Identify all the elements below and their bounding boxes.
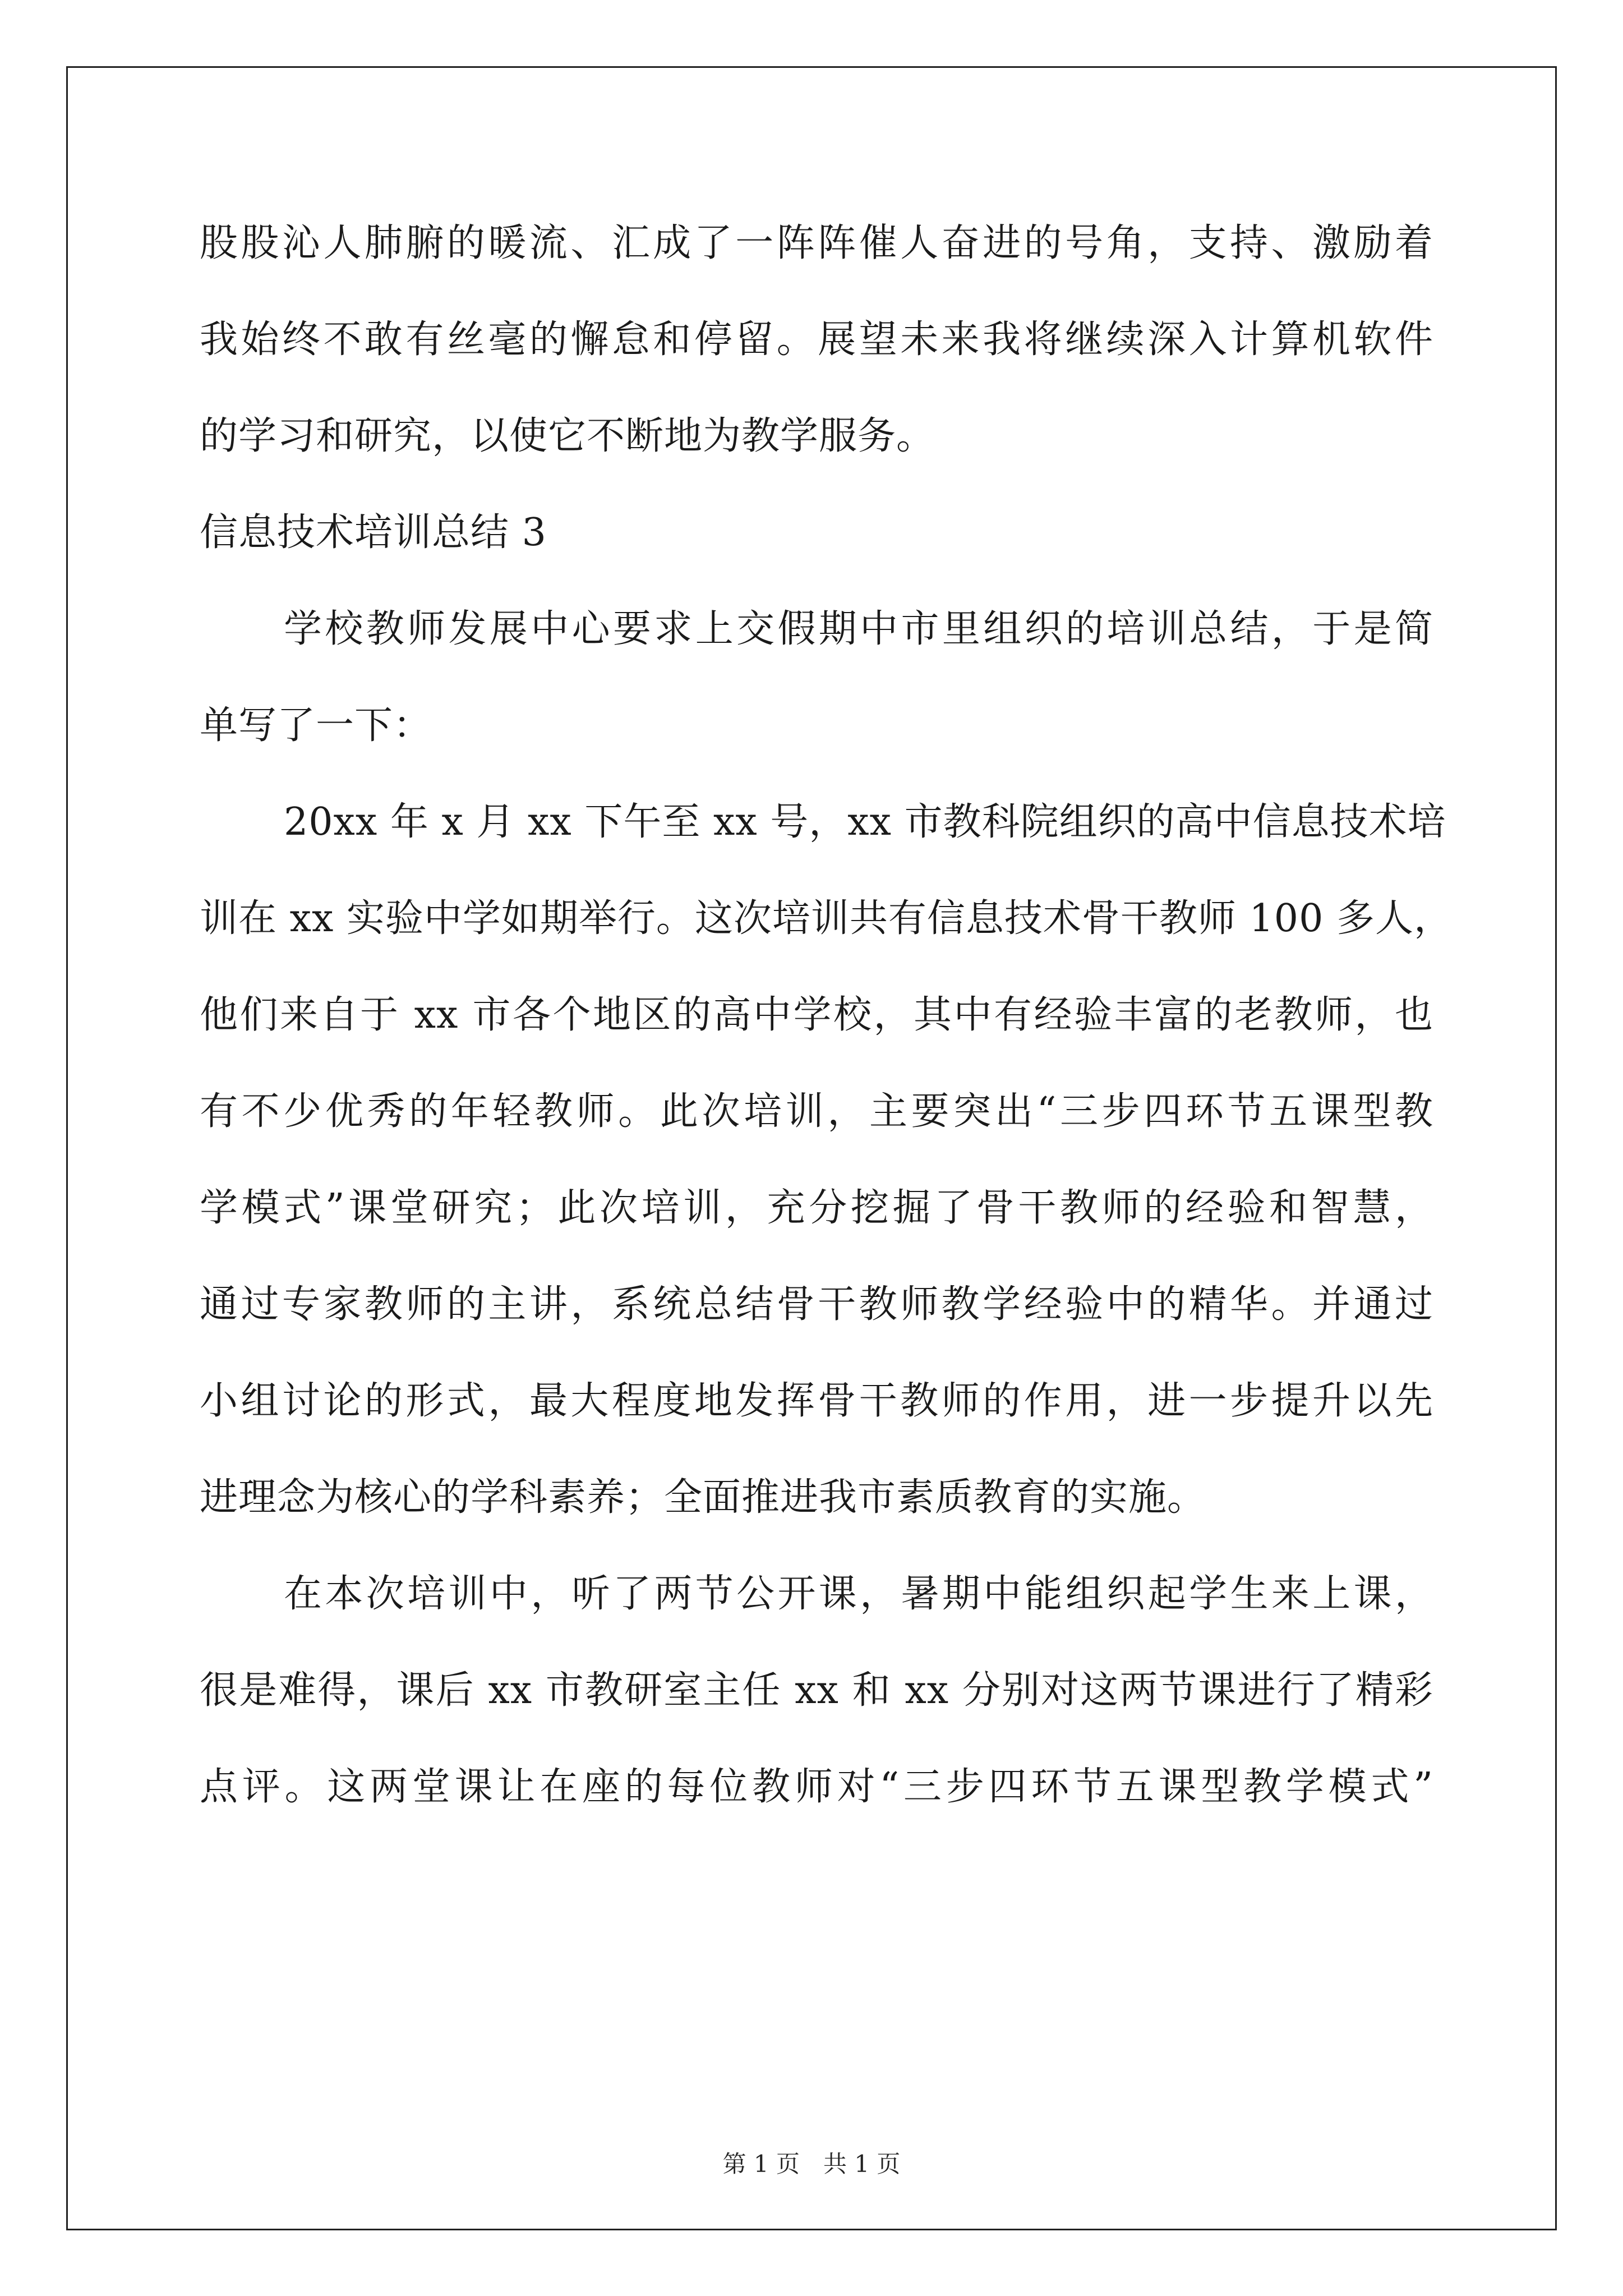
paragraph-line: 学模式”课堂研究；此次培训，充分挖掘了骨干教师的经验和智慧， [200, 1186, 1433, 1230]
paragraph-line: 进理念为核心的学科素养；全面推进我市素质教育的实施。 [200, 1475, 1206, 1520]
paragraph-line: 的学习和研究，以使它不断地为教学服务。 [200, 414, 935, 458]
paragraph-line: 很是难得，课后 xx 市教研室主任 xx 和 xx 分别对这两节课进行了精彩 [200, 1668, 1433, 1713]
document-body [200, 218, 1453, 1858]
paragraph-line: 股股沁人肺腑的暖流、汇成了一阵阵催人奋进的号角，支持、激励着 [200, 221, 1433, 265]
paragraph-line: 在本次培训中，听了两节公开课，暑期中能组织起学生来上课， [284, 1572, 1433, 1616]
paragraph-line: 小组讨论的形式，最大程度地发挥骨干教师的作用，进一步提升以先 [200, 1379, 1433, 1423]
paragraph-line: 我始终不敢有丝毫的懈怠和停留。展望未来我将继续深入计算机软件 [200, 318, 1433, 362]
paragraph-line: 单写了一下： [200, 703, 432, 748]
paragraph-line: 他们来自于 xx 市各个地区的高中学校，其中有经验丰富的老教师，也 [200, 993, 1433, 1037]
section-heading: 信息技术培训总结 3 [200, 510, 547, 555]
paragraph-line: 学校教师发展中心要求上交假期中市里组织的培训总结，于是简 [284, 607, 1433, 651]
paragraph-line: 20xx 年 x 月 xx 下午至 xx 号，xx 市教科院组织的高中信息技术培 [284, 800, 1446, 844]
paragraph-line: 有不少优秀的年轻教师。此次培训，主要突出“三步四环节五课型教 [200, 1089, 1433, 1134]
paragraph-line: 通过专家教师的主讲，系统总结骨干教师教学经验中的精华。并通过 [200, 1282, 1433, 1327]
paragraph-line: 点评。这两堂课让在座的每位教师对“三步四环节五课型教学模式” [200, 1765, 1433, 1809]
page-footer: 第 1 页 共 1 页 [722, 2150, 901, 2178]
paragraph-line: 训在 xx 实验中学如期举行。这次培训共有信息技术骨干教师 100 多人， [200, 896, 1453, 941]
